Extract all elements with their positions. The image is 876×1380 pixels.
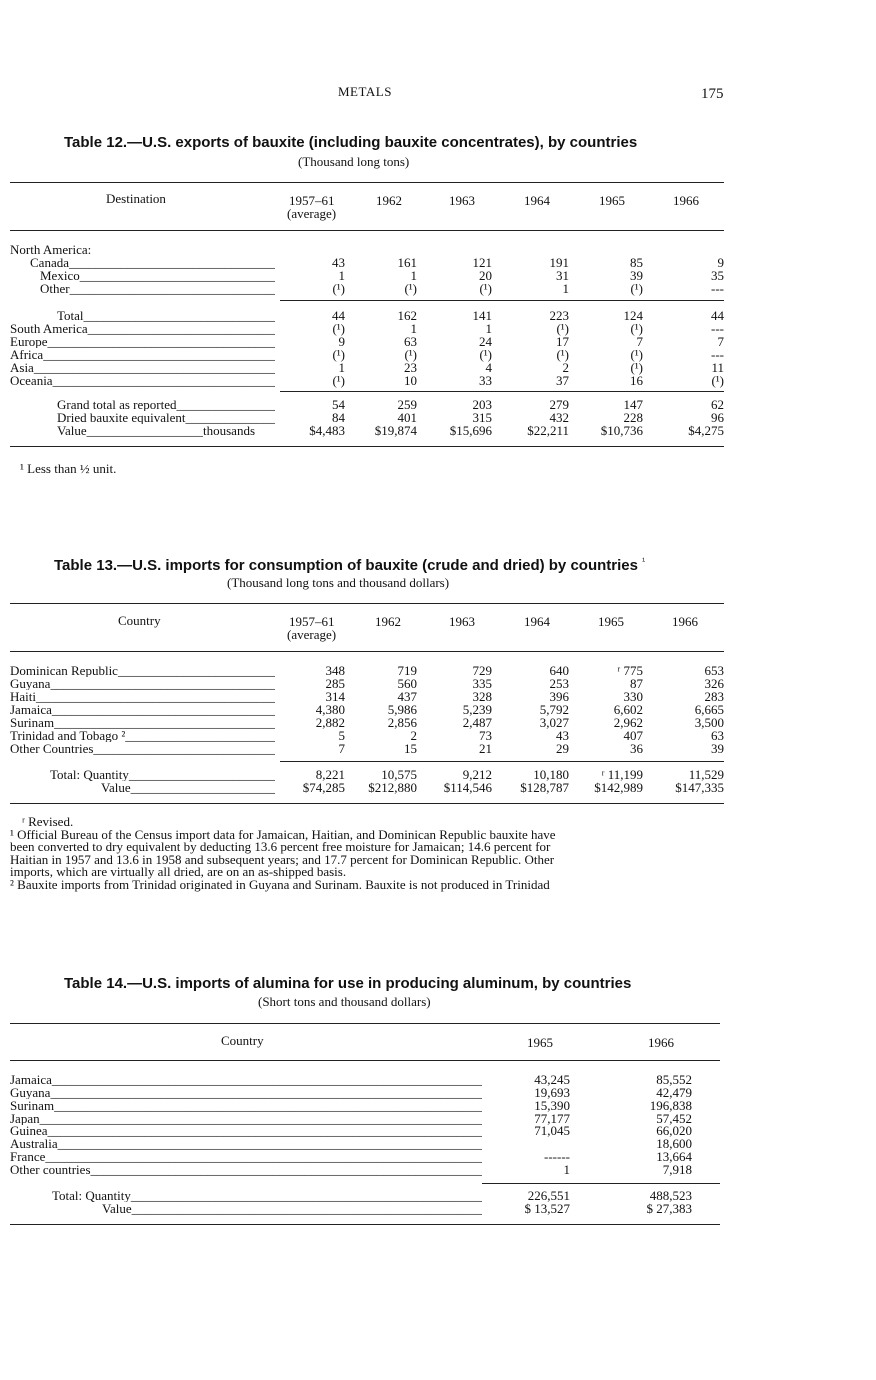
table14-cell: 226,551 — [527, 1188, 570, 1203]
table13-col-year-2: 1962 — [375, 614, 401, 629]
table13-cell: $147,335 — [675, 780, 724, 795]
table12-cell: 31 — [556, 268, 569, 283]
table12-row-label: Total _____ — [57, 309, 275, 322]
table13-row-label: Jamaica _____ — [10, 703, 275, 716]
table12-cell: 1 — [410, 268, 417, 283]
table13-cell: 253 — [549, 676, 569, 691]
table14-cell: $ 27,383 — [646, 1201, 692, 1216]
table12-cell: (¹) — [556, 347, 569, 362]
table14-row-label: France _____ — [10, 1150, 482, 1163]
table14-cell: 19,693 — [534, 1085, 570, 1100]
table12-row-label: Mexico _____ — [40, 269, 275, 282]
table13-title — [54, 556, 645, 574]
table12-cell: 9 — [717, 255, 724, 270]
table14-cell: 66,020 — [656, 1123, 692, 1138]
table12-cell: (¹) — [711, 373, 724, 388]
table14-row-label: Japan _____ — [10, 1112, 482, 1125]
table12-cell: (¹) — [556, 321, 569, 336]
table13-cell: 335 — [472, 676, 492, 691]
table13-cell: 653 — [704, 663, 724, 678]
table12-top-rule — [10, 182, 724, 183]
table14-top-rule — [10, 1023, 720, 1024]
table14-row-label: Jamaica _____ — [10, 1073, 482, 1086]
table13-cell: 7 — [338, 741, 345, 756]
table12-cell: --- — [711, 281, 724, 296]
table13-cell: 63 — [711, 728, 724, 743]
table12-cell: 24 — [479, 334, 492, 349]
table12-col-year-5: 1965 — [599, 193, 625, 208]
table13-row-label: Dominican Republic _____ — [10, 664, 275, 677]
table12-footnote: ¹ Less than ½ unit. — [20, 461, 117, 476]
table13-cell: 8,221 — [315, 767, 345, 782]
table13-cell: ʳ 775 — [617, 663, 643, 678]
table12-cell: 16 — [630, 373, 643, 388]
table12-col-year-3: 1963 — [449, 193, 475, 208]
table12-cell: 1 — [562, 281, 569, 296]
table14-cell: 18,600 — [656, 1136, 692, 1151]
table12-cell: 20 — [479, 268, 492, 283]
table13-row-label: Other Countries _____ — [10, 742, 275, 755]
table12-col-year-1: 1957–61 — [289, 193, 335, 208]
running-head: METALS — [338, 84, 392, 99]
table12-col-year-6: 1966 — [673, 193, 699, 208]
table12-cell: (¹) — [332, 347, 345, 362]
table12-cell: 33 — [479, 373, 492, 388]
table12-cell: 1 — [338, 360, 345, 375]
table14-row-label: Other countries _____ — [10, 1163, 482, 1176]
table13-cell: 4,380 — [315, 702, 345, 717]
table13-cell: 5 — [338, 728, 345, 743]
table12-cell: 228 — [623, 410, 643, 425]
table12-cell: $15,696 — [449, 423, 492, 438]
table12-cell: (¹) — [630, 347, 643, 362]
table12-col-year-2: 1962 — [376, 193, 402, 208]
table12-cell: 141 — [472, 308, 492, 323]
page-number: 175 — [701, 86, 724, 102]
table14-row-label: Total: Quantity _____ — [52, 1189, 482, 1202]
table13-cell: 283 — [704, 689, 724, 704]
table13-col-country: Country — [118, 613, 161, 628]
table13-cell: 407 — [623, 728, 643, 743]
table12-cell: 259 — [397, 397, 417, 412]
table13-cell: 2 — [410, 728, 417, 743]
table12-cell: 23 — [404, 360, 417, 375]
table13-cell: 560 — [397, 676, 417, 691]
table12-row-label: Value _____ — [57, 424, 203, 437]
table13-cell: 5,792 — [539, 702, 569, 717]
table14-cell: 13,664 — [656, 1149, 692, 1164]
table13-footnote-line: ʳ Revised. — [22, 814, 74, 829]
table13-cell: ʳ 11,199 — [601, 767, 643, 782]
table14-cell: 196,838 — [649, 1098, 692, 1113]
table13-cell: 2,882 — [315, 715, 345, 730]
table12-cell: 11 — [711, 360, 724, 375]
table14-total-rule — [482, 1183, 720, 1184]
table12-cell: 161 — [397, 255, 417, 270]
table13-cell: 9,212 — [462, 767, 492, 782]
table14-cell: 42,479 — [656, 1085, 692, 1100]
table13-cell: $114,546 — [443, 780, 492, 795]
table12-cell: 124 — [623, 308, 643, 323]
table13-cell: 285 — [325, 676, 345, 691]
table14-cell: 57,452 — [656, 1111, 692, 1126]
table12-bottom-rule — [10, 446, 724, 447]
table12-subtotal-rule — [280, 300, 724, 301]
table12-cell: 2 — [562, 360, 569, 375]
table12-cell: --- — [711, 347, 724, 362]
table12-cell: 1 — [485, 321, 492, 336]
table12-cell: (¹) — [630, 321, 643, 336]
table12-cell: 10 — [404, 373, 417, 388]
table14-cell: 1 — [563, 1162, 570, 1177]
table13-cell: 719 — [397, 663, 417, 678]
table12-row-label: Oceania _____ — [10, 374, 275, 387]
table12-row-label: Canada _____ — [30, 256, 275, 269]
table12-row-label: Grand total as reported _____ — [57, 398, 275, 411]
table13-footnote-line: imports, which are virtually all dried, are on an as-shipped basis. — [10, 864, 347, 880]
table12-row-label: Africa _____ — [10, 348, 275, 361]
table14-cell: ------ — [544, 1149, 570, 1164]
table14-col-country: Country — [221, 1033, 264, 1048]
table13-col-average: (average) — [287, 627, 337, 642]
table13-cell: 3,027 — [539, 715, 569, 730]
table12-col-destination: Destination — [106, 191, 166, 206]
table13-cell: 73 — [479, 728, 492, 743]
table13-col-year-1: 1957–61 — [289, 614, 335, 629]
table13-footnote-line: ² Bauxite imports from Trinidad originated in Guyana and Surinam. Bauxite is not produced in Trinidad — [10, 877, 550, 892]
table13-title-text: Table 13.—U.S. imports for consumption of bauxite (crude and dried) by countries — [54, 557, 638, 574]
table13-row-label: Haiti _____ — [10, 690, 275, 703]
table13-footnote-line: ¹ Official Bureau of the Census import data for Jamaican, Haitian, and Dominican Republic bauxite have — [10, 826, 556, 842]
table13-cell: 87 — [630, 676, 643, 691]
table13-cell: 328 — [472, 689, 492, 704]
table12-col-year-4: 1964 — [524, 193, 550, 208]
table13-col-year-6: 1966 — [672, 614, 698, 629]
table12-cell: (¹) — [479, 281, 492, 296]
table12-cell: --- — [711, 321, 724, 336]
table14-row-label: Guinea _____ — [10, 1124, 482, 1137]
table13-col-year-4: 1964 — [524, 614, 550, 629]
table13-cell: 29 — [556, 741, 569, 756]
table12-cell: (¹) — [332, 321, 345, 336]
table13-row-label: Total: Quantity _____ — [50, 768, 275, 781]
table14-cell: 43,245 — [534, 1072, 570, 1087]
table12-cell: 191 — [549, 255, 569, 270]
table13-cell: 5,239 — [462, 702, 492, 717]
table12-group-north-america: North America: — [10, 242, 92, 257]
table14-cell: 488,523 — [649, 1188, 692, 1203]
table13-cell: 15 — [404, 741, 417, 756]
table14-row-label: Value _____ — [102, 1202, 482, 1215]
table12-title: Table 12.—U.S. exports of bauxite (including bauxite concentrates), by countries — [64, 134, 638, 151]
table12-cell: 44 — [332, 308, 345, 323]
table12-cell: 279 — [549, 397, 569, 412]
table12-cell: 401 — [397, 410, 417, 425]
table14-cell: 77,177 — [534, 1111, 570, 1126]
table13-cell: 729 — [472, 663, 492, 678]
table12-cell: 1 — [338, 268, 345, 283]
table14-row-label: Australia _____ — [10, 1137, 482, 1150]
table13-cell: 314 — [325, 689, 345, 704]
table12-cell: 44 — [711, 308, 724, 323]
table12-cell: 1 — [410, 321, 417, 336]
table12-row-unit: thousands — [203, 423, 255, 438]
table14-subtitle: (Short tons and thousand dollars) — [258, 994, 431, 1009]
table13-row-label: Value _____ — [101, 781, 275, 794]
table13-cell: 330 — [623, 689, 643, 704]
table13-footnote-line: been converted to dry equivalent by deducting 13.6 percent free moisture for Jamaican; 14.6 percent for — [10, 839, 551, 855]
table12-cell: 84 — [332, 410, 345, 425]
table12-cell: 147 — [623, 397, 643, 412]
table12-cell: $10,736 — [600, 423, 643, 438]
table12-cell: (¹) — [404, 281, 417, 296]
table13-cell: 6,665 — [694, 702, 724, 717]
table12-cell: 54 — [332, 397, 345, 412]
table13-top-rule — [10, 603, 724, 604]
table12-total-rule — [280, 391, 724, 392]
table12-cell: 17 — [556, 334, 569, 349]
table13-footnote-line: Haitian in 1957 and 13.6 in 1958 and subsequent years; and 17.7 percent for Dominican Republic. Other — [10, 851, 555, 867]
table13-cell: 437 — [397, 689, 417, 704]
table12-cell: 43 — [332, 255, 345, 270]
table12-cell: 7 — [636, 334, 643, 349]
table13-cell: 2,487 — [462, 715, 492, 730]
table14-row-label: Guyana _____ — [10, 1086, 482, 1099]
table13-row-label: Trinidad and Tobago ² _____ — [10, 729, 275, 742]
table12-cell: (¹) — [479, 347, 492, 362]
table13-cell: 36 — [630, 741, 643, 756]
table14-col-year-1: 1965 — [527, 1035, 553, 1050]
table13-col-year-5: 1965 — [598, 614, 624, 629]
table13-cell: 10,575 — [381, 767, 417, 782]
table12-cell: 315 — [472, 410, 492, 425]
table13-col-year-3: 1963 — [449, 614, 475, 629]
table13-cell: $128,787 — [520, 780, 569, 795]
table13-title-footnote-mark: ¹ — [642, 556, 646, 566]
table12-cell: 62 — [711, 397, 724, 412]
table14-col-year-2: 1966 — [648, 1035, 674, 1050]
table12-cell: $4,483 — [309, 423, 345, 438]
table13-bottom-rule — [10, 803, 724, 804]
table13-row-label: Surinam _____ — [10, 716, 275, 729]
table14-cell: $ 13,527 — [524, 1201, 570, 1216]
table12-header-rule — [10, 230, 724, 231]
table13-header-rule — [10, 651, 724, 652]
table13-cell: 43 — [556, 728, 569, 743]
table12-cell: $22,211 — [527, 423, 569, 438]
table12-cell: (¹) — [630, 360, 643, 375]
table14-cell: 85,552 — [656, 1072, 692, 1087]
table12-cell: $4,275 — [688, 423, 724, 438]
table12-row-label: Dried bauxite equivalent _____ — [57, 411, 275, 424]
table13-subtitle: (Thousand long tons and thousand dollars) — [227, 575, 450, 590]
table13-row-label: Guyana _____ — [10, 677, 275, 690]
table13-cell: 39 — [711, 741, 724, 756]
table13-cell: 2,856 — [387, 715, 417, 730]
table14-cell: 7,918 — [662, 1162, 692, 1177]
table12-cell: 96 — [711, 410, 724, 425]
table12-cell: 121 — [472, 255, 492, 270]
table12-row-label: Other _____ — [40, 282, 275, 295]
table12-cell: (¹) — [332, 281, 345, 296]
table13-cell: $142,989 — [594, 780, 643, 795]
table14-row-label: Surinam _____ — [10, 1099, 482, 1112]
table14-cell: 15,390 — [534, 1098, 570, 1113]
table13-cell: $212,880 — [368, 780, 417, 795]
table12-cell: (¹) — [404, 347, 417, 362]
table12-row-label: Asia _____ — [10, 361, 275, 374]
table12-cell: 7 — [717, 334, 724, 349]
table14-header-rule — [10, 1060, 720, 1061]
table13-cell: $74,285 — [302, 780, 345, 795]
table12-cell: 203 — [472, 397, 492, 412]
table12-cell: 223 — [549, 308, 569, 323]
table12-cell: 432 — [549, 410, 569, 425]
table14-bottom-rule — [10, 1224, 720, 1225]
table12-cell: 85 — [630, 255, 643, 270]
table13-cell: 6,602 — [613, 702, 643, 717]
table13-cell: 326 — [704, 676, 724, 691]
table12-cell: 39 — [630, 268, 643, 283]
table13-cell: 348 — [325, 663, 345, 678]
table14-cell: 71,045 — [534, 1123, 570, 1138]
table13-cell: 2,962 — [613, 715, 643, 730]
table12-row-label: South America _____ — [10, 322, 275, 335]
table13-cell: 640 — [549, 663, 569, 678]
table12-subtitle: (Thousand long tons) — [298, 154, 410, 169]
table13-total-rule — [280, 761, 724, 762]
table14-title: Table 14.—U.S. imports of alumina for use in producing aluminum, by countries — [64, 975, 632, 992]
table12-row-label: Europe _____ — [10, 335, 275, 348]
table13-cell: 11,529 — [688, 767, 724, 782]
table12-col-average: (average) — [287, 206, 337, 221]
table12-cell: 162 — [397, 308, 417, 323]
table13-cell: 396 — [549, 689, 569, 704]
table12-cell: (¹) — [332, 373, 345, 388]
table13-cell: 3,500 — [694, 715, 724, 730]
table13-cell: 21 — [479, 741, 492, 756]
table12-cell: 37 — [556, 373, 569, 388]
table12-cell: 9 — [338, 334, 345, 349]
table13-cell: 10,180 — [533, 767, 569, 782]
table12-cell: $19,874 — [374, 423, 417, 438]
table12-cell: 63 — [404, 334, 417, 349]
table13-cell: 5,986 — [387, 702, 417, 717]
table12-cell: 35 — [711, 268, 724, 283]
table12-cell: (¹) — [630, 281, 643, 296]
table12-cell: 4 — [485, 360, 492, 375]
